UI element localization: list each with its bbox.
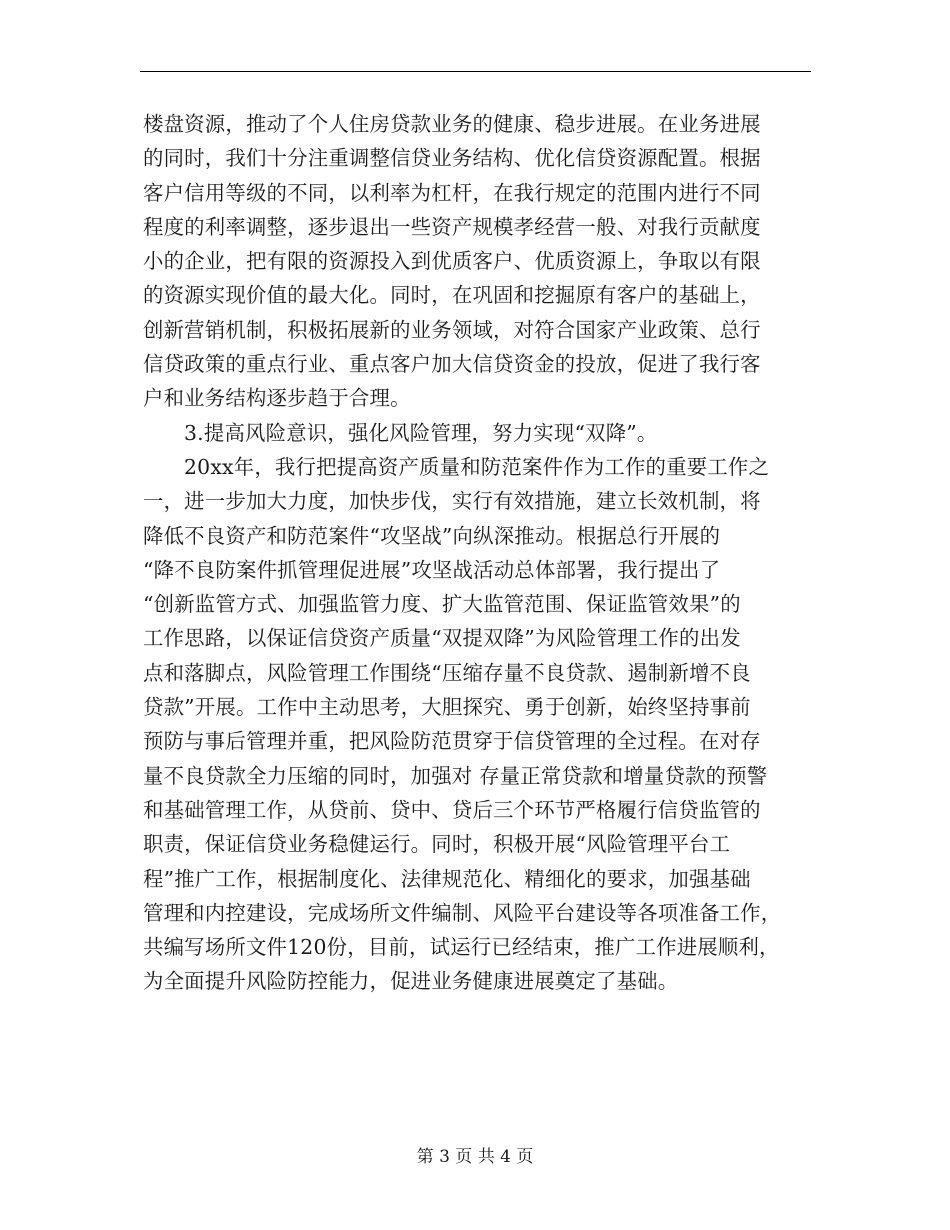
text-line: 管理和内控建设，完成场所文件编制、风险平台建设等各项准备工作，: [143, 900, 782, 925]
document-body: [143, 107, 811, 999]
text-line: 工作思路，以保证信贷资产质量“双提双降”为风险管理工作的出发: [143, 626, 741, 651]
text-line: 的同时，我们十分注重调整信贷业务结构、优化信贷资源配置。根据: [143, 146, 761, 171]
text-line: 共编写场所文件120份，目前，试运行已经结束，推广工作进展顺利，: [143, 935, 780, 960]
text-line: 户和业务结构逐步趋于合理。: [143, 386, 411, 411]
text-line: 一，进一步加大力度，加快步伐，实行有效措施，建立长效机制，将: [143, 489, 761, 514]
text-line: 降低不良资产和防范案件“攻坚战”向纵深推动。根据总行开展的: [143, 523, 721, 548]
header-rule: [140, 71, 811, 72]
text-line: 的资源实现价值的最大化。同时，在巩固和挖掘原有客户的基础上，: [143, 283, 761, 308]
text-line: 职责，保证信贷业务稳健运行。同时，积极开展“风险管理平台工: [143, 832, 731, 857]
text-line: 小的企业，把有限的资源投入到优质客户、优质资源上，争取以有限: [143, 249, 761, 274]
text-line: “创新监管方式、加强监管力度、扩大监管范围、保证监管效果”的: [143, 592, 741, 617]
section-heading: 3.提高风险意识，强化风险管理，努力实现“双降”。: [184, 420, 658, 445]
text-line: 客户信用等级的不同，以利率为杠杆，在我行规定的范围内进行不同: [143, 180, 761, 205]
text-line: 贷款”开展。工作中主动思考，大胆探究、勇于创新，始终坚持事前: [143, 695, 751, 720]
text-line: 20xx年，我行把提高资产质量和防范案件作为工作的重要工作之: [184, 454, 770, 479]
text-line: 程度的利率调整，逐步退出一些资产规模孝经营一般、对我行贡献度: [143, 214, 761, 239]
text-line: “降不良防案件抓管理促进展”攻坚战活动总体部署，我行提出了: [143, 557, 721, 582]
text-line: 楼盘资源，推动了个人住房贷款业务的健康、稳步进展。在业务进展: [143, 112, 761, 136]
page-number-footer: 第 3 页 共 4 页: [416, 1147, 534, 1167]
text-line: 量不良贷款全力压缩的同时，加强对 存量正常贷款和增量贷款的预警: [143, 763, 768, 788]
text-line: 信贷政策的重点行业、重点客户加大信贷资金的投放，促进了我行客: [143, 352, 761, 377]
text-line: 预防与事后管理并重，把风险防范贯穿于信贷管理的全过程。在对存: [143, 729, 761, 754]
text-line: 点和落脚点，风险管理工作围绕“压缩存量不良贷款、遏制新增不良: [143, 660, 751, 685]
text-line: 和基础管理工作，从贷前、贷中、贷后三个环节严格履行信贷监管的: [143, 797, 761, 822]
text-line: 程”推广工作，根据制度化、法律规范化、精细化的要求，加强基础: [143, 866, 751, 891]
text-line: 为全面提升风险防控能力，促进业务健康进展奠定了基础。: [143, 969, 679, 994]
text-line: 创新营销机制，积极拓展新的业务领域，对符合国家产业政策、总行: [143, 317, 761, 342]
